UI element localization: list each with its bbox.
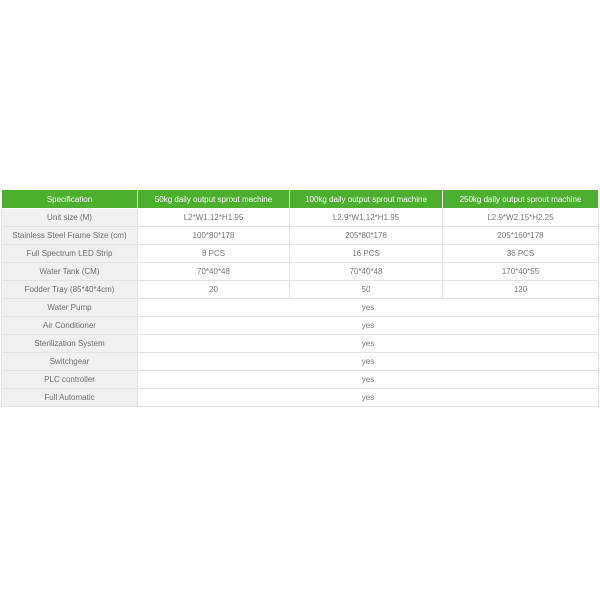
cell-value: L2*W1.12*H1.95 (138, 209, 290, 227)
cell-value: 36 PCS (443, 245, 599, 263)
table-row (2, 317, 599, 335)
spec-table-header (2, 190, 599, 209)
cell-value: 50 (290, 281, 443, 299)
row-label: Air Conditioner (2, 317, 138, 335)
row-label: Switchgear (2, 353, 138, 371)
header-50kg-machine: 50kg daily output sprout machine (138, 190, 290, 209)
cell-value: 8 PCS (138, 245, 290, 263)
row-label: Fodder Tray (85*40*4cm) (2, 281, 138, 299)
table-row (2, 227, 599, 245)
header-row (2, 190, 599, 209)
cell-value: 70*40*48 (290, 263, 443, 281)
table-row (2, 281, 599, 299)
cell-value: L2.9*W1.12*H1.95 (290, 209, 443, 227)
cell-value: 70*40*48 (138, 263, 290, 281)
table-row (2, 389, 599, 407)
merged-cell-value: yes (138, 317, 599, 335)
header-100kg-machine: 100kg daily output sprout machine (290, 190, 443, 209)
table-row (2, 245, 599, 263)
merged-cell-value: yes (138, 371, 599, 389)
row-label: Unit size (M) (2, 209, 138, 227)
row-label: Sterilization System (2, 335, 138, 353)
header-specification: Specification (2, 190, 138, 209)
cell-value: L2.9*W2.15*H2.25 (443, 209, 599, 227)
cell-value: 205*160*178 (443, 227, 599, 245)
row-label: Stainless Steel Frame Size (cm) (2, 227, 138, 245)
cell-value: 205*80*178 (290, 227, 443, 245)
merged-cell-value: yes (138, 335, 599, 353)
row-label: Water Pump (2, 299, 138, 317)
cell-value: 20 (138, 281, 290, 299)
spec-table-body (2, 209, 599, 407)
header-250kg-machine: 250kg daily output sprout machine (443, 190, 599, 209)
row-label: Full Automatic (2, 389, 138, 407)
spec-table (1, 189, 599, 407)
cell-value: 16 PCS (290, 245, 443, 263)
table-row (2, 371, 599, 389)
cell-value: 170*40*55 (443, 263, 599, 281)
merged-cell-value: yes (138, 353, 599, 371)
table-row (2, 335, 599, 353)
row-label: Water Tank (CM) (2, 263, 138, 281)
row-label: Full Spectrum LED Strip (2, 245, 138, 263)
cell-value: 100*80*178 (138, 227, 290, 245)
merged-cell-value: yes (138, 299, 599, 317)
table-row (2, 353, 599, 371)
table-row (2, 209, 599, 227)
table-row (2, 263, 599, 281)
row-label: PLC controller (2, 371, 138, 389)
cell-value: 120 (443, 281, 599, 299)
table-row (2, 299, 599, 317)
merged-cell-value: yes (138, 389, 599, 407)
